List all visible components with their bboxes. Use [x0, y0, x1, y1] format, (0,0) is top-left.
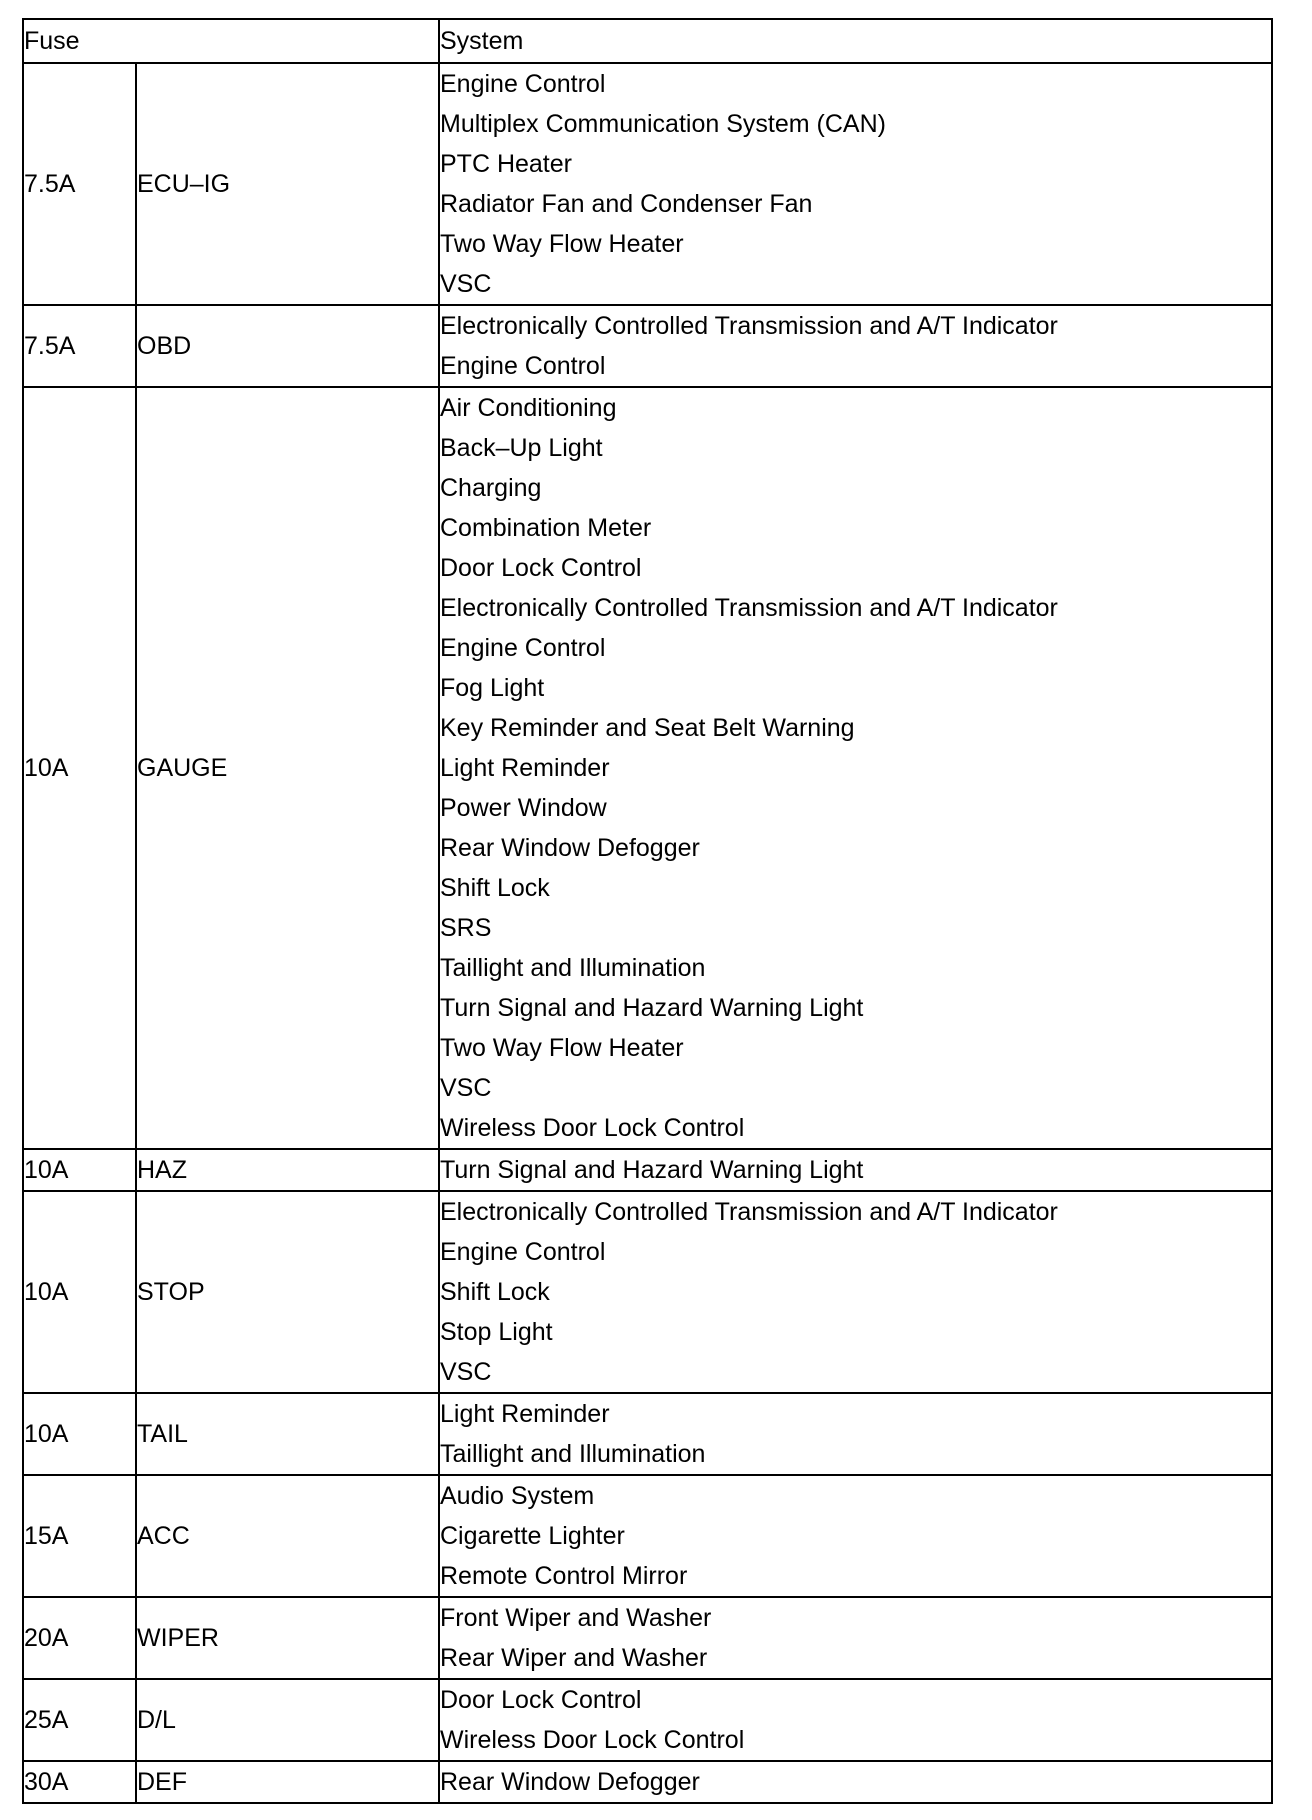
fuse-name: ECU–IG: [136, 63, 439, 305]
fuse-amperage: 25A: [23, 1679, 136, 1761]
fuse-name: GAUGE: [136, 387, 439, 1149]
table-row: [23, 63, 1272, 305]
fuse-table: [22, 18, 1273, 1804]
system-item: Taillight and Illumination: [440, 954, 706, 982]
system-item: Multiplex Communication System (CAN): [440, 110, 886, 138]
system-item: Air Conditioning: [440, 394, 617, 422]
fuse-name: ACC: [136, 1475, 439, 1597]
system-item: Rear Window Defogger: [440, 834, 700, 862]
system-item: Engine Control: [440, 352, 606, 380]
system-item: Cigarette Lighter: [440, 1522, 625, 1550]
fuse-amperage: 10A: [23, 387, 136, 1149]
system-item: Power Window: [440, 794, 607, 822]
table-row: [23, 1597, 1272, 1679]
table-row: [23, 387, 1272, 1149]
fuse-name: OBD: [136, 305, 439, 387]
fuse-amperage: 30A: [23, 1761, 136, 1803]
header-row: [23, 19, 1272, 63]
fuse-document: [22, 18, 1271, 1804]
system-list: [439, 63, 1272, 305]
system-item: Door Lock Control: [440, 554, 642, 582]
fuse-amperage: 10A: [23, 1191, 136, 1393]
system-list: [439, 1761, 1272, 1803]
system-item: Rear Wiper and Washer: [440, 1644, 708, 1672]
system-item: Fog Light: [440, 674, 545, 702]
system-item: SRS: [440, 914, 492, 942]
system-item: Turn Signal and Hazard Warning Light: [440, 1156, 864, 1184]
system-item: Stop Light: [440, 1318, 553, 1346]
system-item: Shift Lock: [440, 874, 550, 902]
system-item: Wireless Door Lock Control: [440, 1114, 745, 1142]
system-list: [439, 1475, 1272, 1597]
system-item: Electronically Controlled Transmission and A/T Indicator: [440, 594, 1058, 622]
system-item: Two Way Flow Heater: [440, 230, 684, 258]
table-header: [23, 19, 1272, 63]
table-row: [23, 1149, 1272, 1191]
fuse-name: HAZ: [136, 1149, 439, 1191]
fuse-amperage: 15A: [23, 1475, 136, 1597]
system-item: Light Reminder: [440, 754, 610, 782]
system-item: Radiator Fan and Condenser Fan: [440, 190, 813, 218]
system-item: Light Reminder: [440, 1400, 610, 1428]
system-item: Door Lock Control: [440, 1686, 642, 1714]
system-item: Shift Lock: [440, 1278, 550, 1306]
system-item: Electronically Controlled Transmission and A/T Indicator: [440, 1198, 1058, 1226]
table-row: [23, 1679, 1272, 1761]
fuse-amperage: 10A: [23, 1149, 136, 1191]
table-row: [23, 1191, 1272, 1393]
fuse-name: STOP: [136, 1191, 439, 1393]
system-item: Electronically Controlled Transmission and A/T Indicator: [440, 312, 1058, 340]
system-list: [439, 1149, 1272, 1191]
system-item: VSC: [440, 270, 492, 298]
system-item: Key Reminder and Seat Belt Warning: [440, 714, 855, 742]
fuse-amperage: 20A: [23, 1597, 136, 1679]
table-row: [23, 1393, 1272, 1475]
system-list: [439, 1597, 1272, 1679]
fuse-amperage: 7.5A: [23, 305, 136, 387]
system-item: Wireless Door Lock Control: [440, 1726, 745, 1754]
system-item: VSC: [440, 1074, 492, 1102]
system-item: Combination Meter: [440, 514, 652, 542]
system-item: Front Wiper and Washer: [440, 1604, 712, 1632]
system-item: Rear Window Defogger: [440, 1768, 700, 1796]
system-column-header: System: [439, 19, 1272, 63]
table-row: [23, 1475, 1272, 1597]
table-body: [23, 63, 1272, 1803]
system-list: [439, 1191, 1272, 1393]
system-item: Taillight and Illumination: [440, 1440, 706, 1468]
system-list: [439, 387, 1272, 1149]
system-list: [439, 1679, 1272, 1761]
system-item: Engine Control: [440, 634, 606, 662]
fuse-name: TAIL: [136, 1393, 439, 1475]
system-list: [439, 1393, 1272, 1475]
system-item: Remote Control Mirror: [440, 1562, 688, 1590]
table-row: [23, 1761, 1272, 1803]
system-item: Engine Control: [440, 70, 606, 98]
fuse-name: DEF: [136, 1761, 439, 1803]
system-item: Two Way Flow Heater: [440, 1034, 684, 1062]
fuse-column-header: Fuse: [23, 19, 439, 63]
fuse-name: WIPER: [136, 1597, 439, 1679]
system-item: Back–Up Light: [440, 434, 603, 462]
fuse-amperage: 10A: [23, 1393, 136, 1475]
fuse-amperage: 7.5A: [23, 63, 136, 305]
fuse-name: D/L: [136, 1679, 439, 1761]
table-row: [23, 305, 1272, 387]
system-item: Turn Signal and Hazard Warning Light: [440, 994, 864, 1022]
system-item: Engine Control: [440, 1238, 606, 1266]
system-list: [439, 305, 1272, 387]
system-item: Charging: [440, 474, 542, 502]
system-item: VSC: [440, 1358, 492, 1386]
system-item: Audio System: [440, 1482, 595, 1510]
system-item: PTC Heater: [440, 150, 572, 178]
